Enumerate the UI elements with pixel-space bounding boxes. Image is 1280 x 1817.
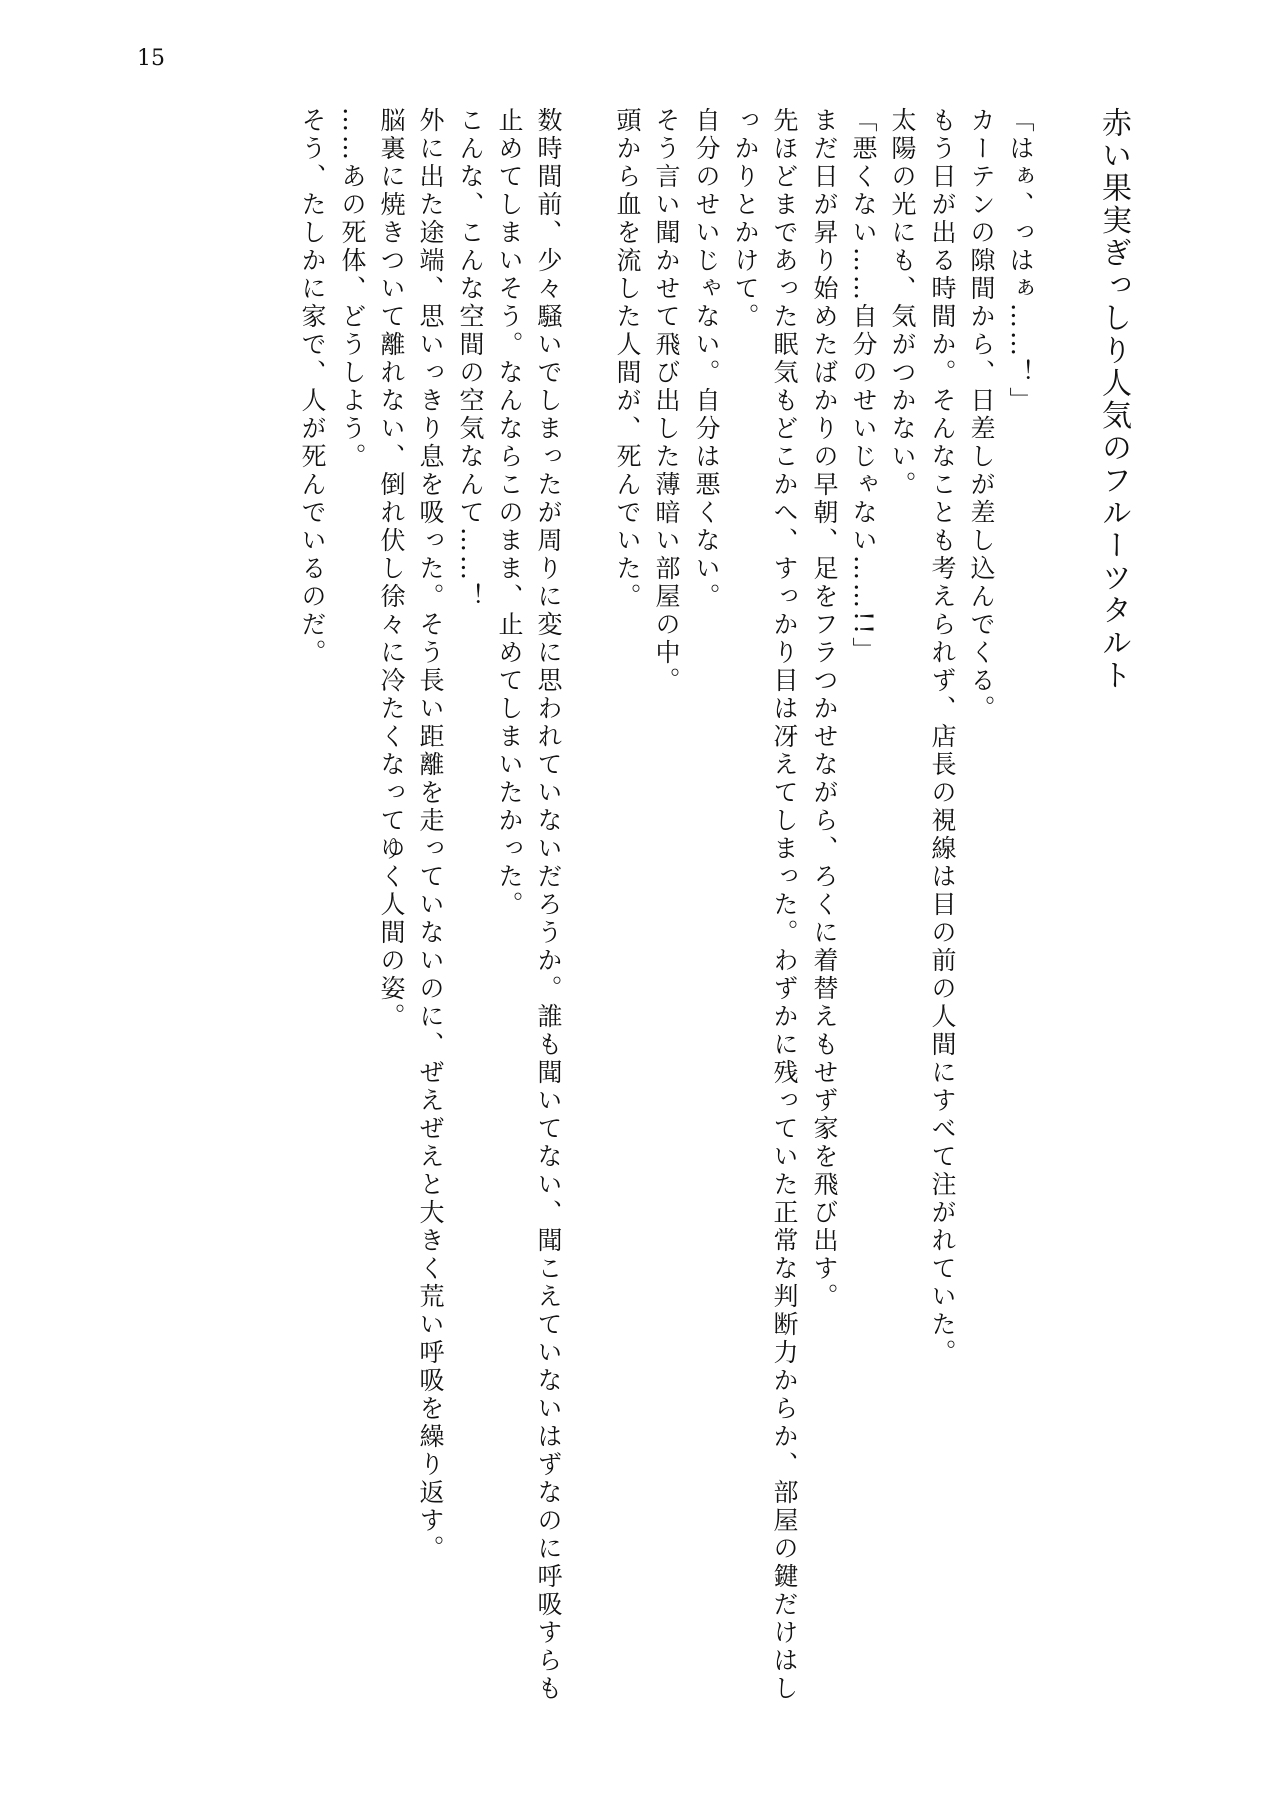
text-line-18: そう、たしかに家で、人が死んでいるのだ。 bbox=[298, 107, 327, 667]
text-line-2: カーテンの隙間から、日差しが差し込んでくる。 bbox=[967, 107, 996, 723]
text-line-15: 外に出た途端、思いっきり息を吸った。そう長い距離を走っていないのに、ぜえぜえと大きく荒い呼吸を繰り返す。 bbox=[416, 107, 445, 1563]
text-line-10: そう言い聞かせて飛び出した薄暗い部屋の中。 bbox=[652, 107, 681, 695]
text-line-14: こんな、こんな空間の空気なんて……！ bbox=[456, 107, 485, 611]
text-line-3: もう日が出る時間か。そんなことも考えられず、店長の視線は目の前の人間にすべて注がれていた。 bbox=[928, 107, 957, 1367]
text-line-6: まだ日が昇り始めたばかりの早朝、足をフラつかせながら、ろくに着替えもせず家を飛び出す。 bbox=[810, 107, 839, 1311]
text-line-1: 「はぁ、っはぁ……！」 bbox=[1006, 107, 1035, 415]
chapter-title: 赤い果実ぎっしり人気のフルーツタルト bbox=[1096, 107, 1131, 692]
page-number: 15 bbox=[137, 46, 165, 71]
text-line-9: 自分のせいじゃない。自分は悪くない。 bbox=[692, 107, 721, 611]
text-line-5: 「悪くない……自分のせいじゃない……!!」 bbox=[849, 107, 878, 666]
text-line-16: 脳裏に焼きついて離れない、倒れ伏し徐々に冷たくなってゆく人間の姿。 bbox=[377, 107, 406, 1031]
text-line-8: っかりとかけて。 bbox=[731, 107, 760, 331]
text-line-13: 止めてしまいそう。なんならこのまま、止めてしまいたかった。 bbox=[495, 107, 524, 919]
text-line-7: 先ほどまであった眠気もどこかへ、すっかり目は冴えてしまった。わずかに残っていた正常な判断力からか、部屋の鍵だけはし bbox=[770, 107, 799, 1703]
text-line-17: ……あの死体、どうしよう。 bbox=[338, 107, 367, 471]
text-line-12: 数時間前、少々騒いでしまったが周りに変に思われていないだろうか。誰も聞いてない、聞こえていないはずなのに呼吸すらも bbox=[534, 107, 563, 1703]
text-line-11: 頭から血を流した人間が、死んでいた。 bbox=[613, 107, 642, 611]
text-line-4: 太陽の光にも、気がつかない。 bbox=[888, 107, 917, 499]
